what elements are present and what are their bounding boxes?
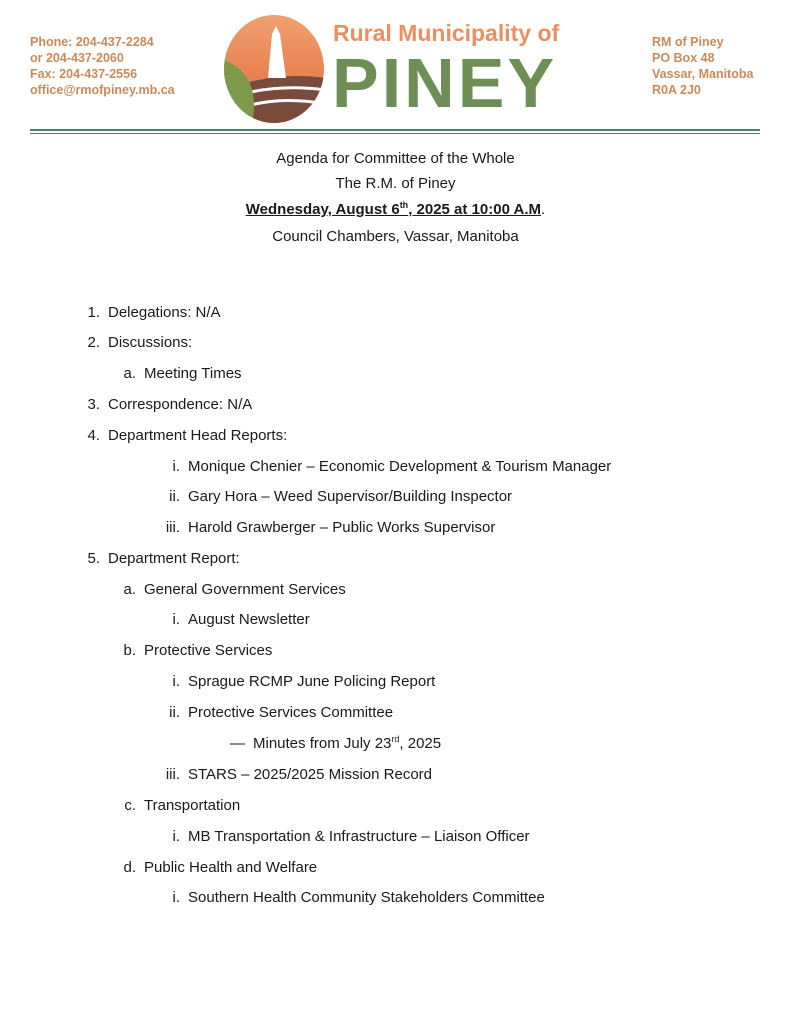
item-text — [188, 703, 393, 723]
divider — [30, 133, 760, 134]
item-marker: i. — [172, 828, 180, 845]
item-label: Discussions: — [108, 334, 193, 351]
mailing-address — [652, 34, 753, 98]
item-marker: ii. — [169, 488, 180, 505]
piney-logo-icon — [222, 14, 326, 124]
item-marker: 4. — [87, 427, 100, 444]
item-text — [188, 765, 432, 785]
email: office@rmofpiney.mb.ca — [30, 83, 175, 97]
item-label: STARS – 2025/2025 Mission Record — [188, 766, 433, 783]
item-text — [188, 487, 512, 507]
item-label: Monique Chenier – Economic Development & Tourism Manager — [188, 458, 612, 475]
item-label: Harold Grawberger – Public Works Supervisor — [188, 519, 496, 536]
item-marker: a. — [123, 581, 136, 598]
item-label: Meeting Times — [144, 365, 242, 382]
organization: The R.M. of Piney — [335, 175, 456, 192]
item-text — [108, 549, 240, 569]
item-text — [188, 457, 611, 477]
logo-text-rm: Rural Municipality of — [333, 20, 560, 46]
item-label: Southern Health Community Stakeholders Committee — [188, 889, 545, 906]
item-text — [108, 395, 252, 415]
item-label: Protective Services — [144, 642, 273, 659]
date-time: , 2025 at 10:00 A.M — [408, 201, 542, 218]
address-line: Vassar, Manitoba — [652, 67, 754, 81]
item-label: Protective Services Committee — [188, 704, 394, 721]
ordinal-suffix: rd — [391, 734, 400, 744]
item-marker: i. — [172, 611, 180, 628]
item-marker: iii. — [165, 519, 180, 536]
item-label: Correspondence: N/A — [108, 396, 253, 413]
address-line: RM of Piney — [652, 35, 724, 49]
item-text — [188, 888, 545, 908]
item-label: Delegations: N/A — [108, 304, 221, 321]
item-marker: i. — [172, 458, 180, 475]
item-label: Department Head Reports: — [108, 427, 288, 444]
item-marker: i. — [172, 673, 180, 690]
item-marker: 1. — [87, 304, 100, 321]
item-label: General Government Services — [144, 581, 346, 598]
phone-alt: or 204-437-2060 — [30, 51, 124, 65]
contact-info — [30, 34, 175, 98]
item-label: Minutes from July 23 — [253, 735, 392, 752]
date-text: Wednesday, August 6 — [245, 201, 400, 218]
meeting-date — [0, 200, 791, 220]
item-text — [188, 518, 495, 538]
item-label: Public Health and Welfare — [144, 859, 318, 876]
agenda-title: Agenda for Committee of the Whole — [276, 150, 515, 167]
item-marker: d. — [123, 859, 136, 876]
address-line: PO Box 48 — [652, 51, 715, 65]
item-text — [144, 858, 317, 878]
logo-text-piney: PINEY — [332, 44, 558, 122]
item-marker: 5. — [87, 550, 100, 567]
address-line: R0A 2J0 — [652, 83, 701, 97]
item-text — [253, 734, 441, 754]
item-text — [108, 303, 221, 323]
item-marker: a. — [123, 365, 136, 382]
item-marker: c. — [124, 797, 136, 814]
item-text — [108, 426, 287, 446]
item-text — [188, 672, 435, 692]
item-text — [144, 364, 242, 384]
date-suffix: th — [399, 200, 409, 210]
item-text — [144, 796, 240, 816]
item-label: Sprague RCMP June Policing Report — [188, 673, 436, 690]
item-text — [144, 580, 346, 600]
item-label: August Newsletter — [188, 611, 310, 628]
phone: Phone: 204-437-2284 — [30, 35, 154, 49]
item-marker: — — [230, 735, 245, 752]
item-marker: iii. — [165, 766, 180, 783]
item-text — [108, 333, 192, 353]
fax: Fax: 204-437-2556 — [30, 67, 138, 81]
divider — [30, 129, 760, 131]
period: . — [541, 201, 546, 218]
item-text — [144, 641, 272, 661]
item-label: Transportation — [144, 797, 241, 814]
item-marker: 2. — [87, 334, 100, 351]
item-label-end: , 2025 — [399, 735, 442, 752]
meeting-location: Council Chambers, Vassar, Manitoba — [272, 228, 519, 245]
item-marker: ii. — [169, 704, 180, 721]
item-marker: i. — [172, 889, 180, 906]
item-label: MB Transportation & Infrastructure – Liaison Officer — [188, 828, 530, 845]
item-text — [188, 610, 310, 630]
item-marker: 3. — [87, 396, 100, 413]
item-marker: b. — [123, 642, 136, 659]
item-label: Gary Hora – Weed Supervisor/Building Inspector — [188, 488, 513, 505]
item-label: Department Report: — [108, 550, 240, 567]
item-text — [188, 827, 530, 847]
